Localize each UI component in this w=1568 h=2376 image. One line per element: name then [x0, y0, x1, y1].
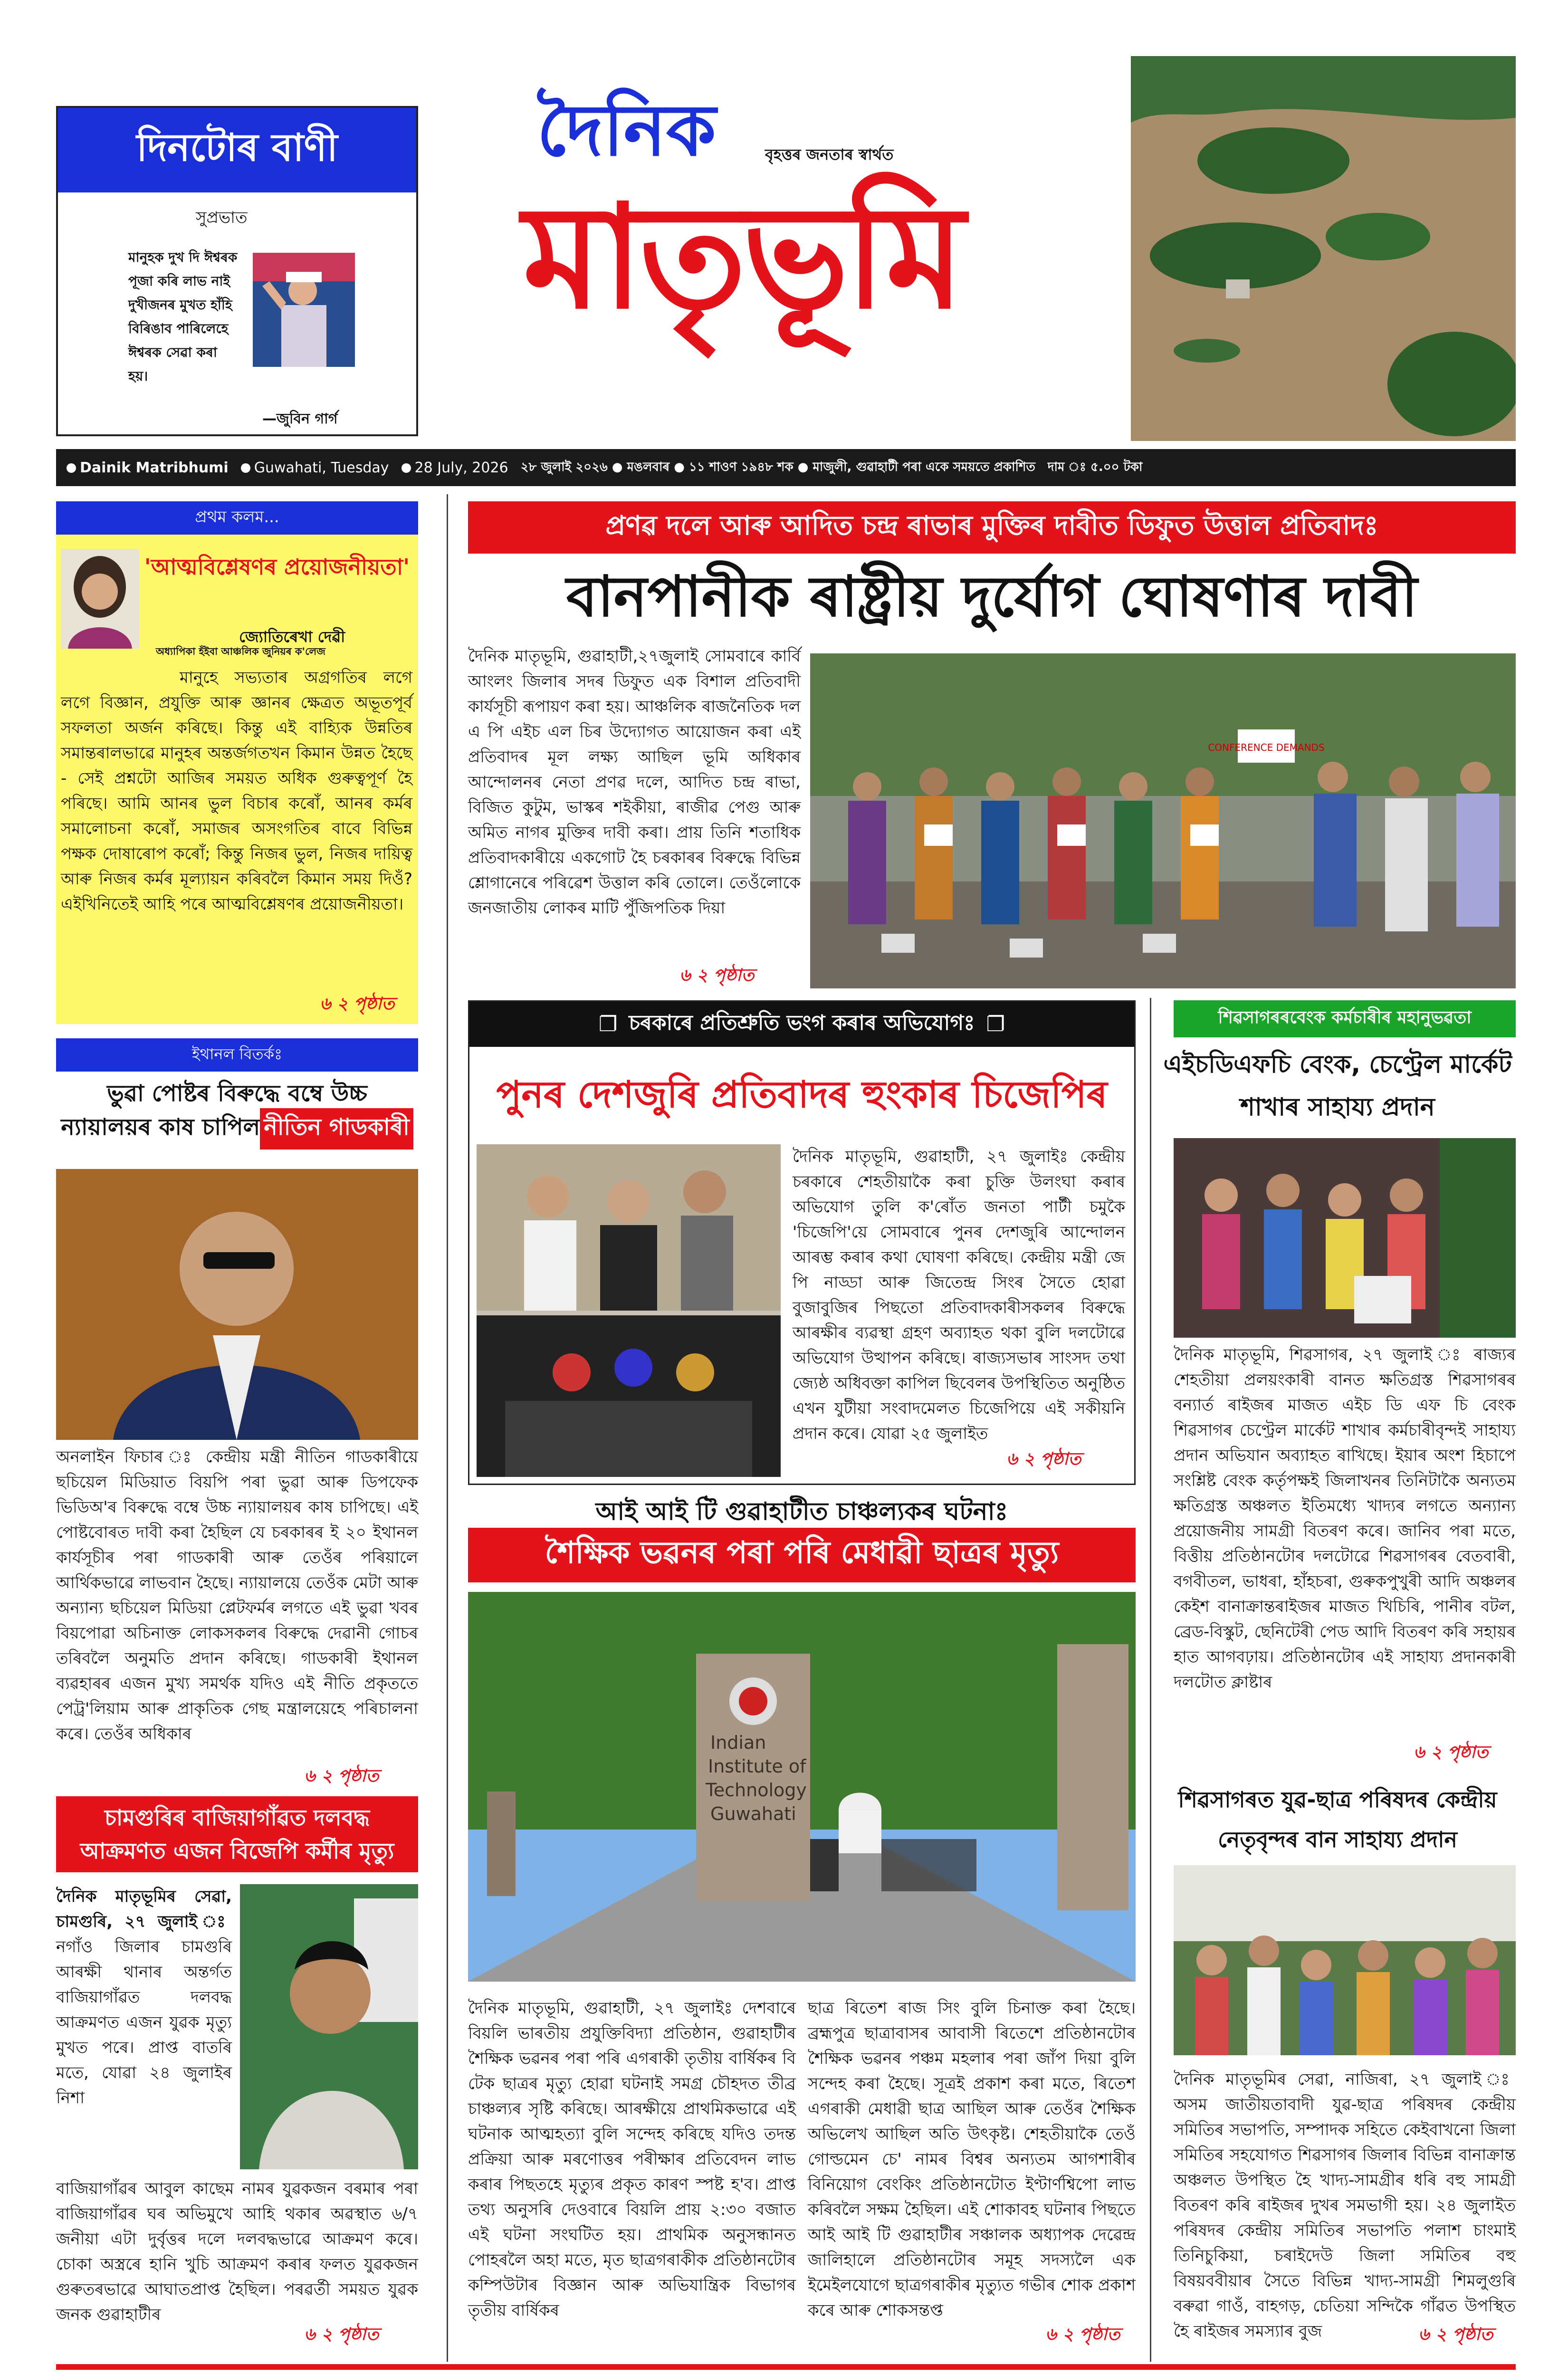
chamguri-body2: বাজিয়াগাঁৱৰ আবুল কাছেম নামৰ যুৱকজন বৰমাৰ পৰা বাজিয়াগাঁৱৰ ঘৰ অভিমুখে আহি থকাৰ অৱস্থাত ৬/৭ জনীয়া এটা দুৰ্বৃত্তৰ দলে দলবদ্ধভাৱে আক্ৰমণ কৰে। চোকা অস্ত্ৰৰে হানি খুচি আক্ৰমণ কৰাৰ ফলত যুৱকজন গুৰুতৰভাৱে আঘাতপ্ৰাপ্ত হৈছিল। পৰৱৰ্তী সময়ত যুৱক জনক গুৱাহাটীৰ	[56, 2179, 418, 2324]
protest-photo	[810, 653, 1516, 988]
iit-headline: শৈক্ষিক ভৱনৰ পৰা পৰি মেধাৱী ছাত্ৰৰ মৃত্যু	[468, 1528, 1136, 1582]
gadkari-body: অনলাইন ফিচাৰ ঃ কেন্দ্ৰীয় মন্ত্ৰী নীতিন গাডকাৰীয়ে ছচিয়েল মিডিয়াত বিয়পি পৰা ভুৱা আৰু ডিপফেক ভিডিঅ'ৰ বিৰুদ্ধে বম্বে উচ্চ ন্যায়ালয়ৰ কাষ চাপিছে। এই পোষ্টবোৰত দাবী কৰা হৈছিল যে চৰকাৰৰ ই ২০ ইথানল কাৰ্যসূচীৰ পৰা গাডকাৰী আৰু তেওঁৰ পৰিয়ালে আৰ্থিকভাৱে লাভবান হৈছে। ন্যায়ালয়ে তেওঁক মেটা আৰু অন্যান্য ছচিয়েল মিডিয়া প্লেটফৰ্মৰ লগতে এই ভুৱা খবৰ বিয়পোৱা অচিনাক্ত লোকসকলৰ বিৰুদ্ধে দেৱানী গোচৰ তৰিবলৈ অনুমতি প্ৰদান কৰিছে। গাডকাৰী ইথানল ব্যৱহাৰৰ এজন মুখ্য সমৰ্থক যদিও এই নীতি প্ৰকৃততে পেট্ৰ'লিয়াম আৰু প্ৰাকৃতিক গেছ মন্ত্ৰালয়েহে পৰিচালনা কৰে। তেওঁৰ অধিকাৰ	[56, 1447, 418, 1744]
column-label: প্ৰথম কলম...	[56, 501, 418, 535]
iit-gate-photo	[468, 1592, 1136, 1982]
column-rule-right	[1150, 998, 1151, 2362]
lead-headline: বানপানীক ৰাষ্ট্ৰীয় দুৰ্যোগ ঘোষণাৰ দাবী	[566, 564, 1418, 629]
chamguri-photo	[240, 1884, 418, 2169]
iit-cont[interactable]: ৬ ২ পৃষ্ঠাত	[1045, 2325, 1120, 2344]
bottom-rule	[56, 2364, 1516, 2370]
masthead-tagline: বৃহত্তৰ জনতাৰ স্বাৰ্থত	[765, 145, 894, 163]
masthead-small: দৈনিক	[537, 88, 716, 172]
flood-photo	[1131, 56, 1516, 441]
chamguri-lead-text: দৈনিক মাতৃভূমিৰ সেৱা, চামগুৰি, ২৭ জুলাই ঃ	[56, 1887, 232, 1931]
iit-col1: দৈনিক মাতৃভূমি, গুৱাহাটী, ২৭ জুলাইঃ দেশবাৰে বিয়লি ভাৰতীয় প্ৰযুক্তিবিদ্যা প্ৰতিষ্ঠান, গুৱাহাটীৰ শৈক্ষিক ভৱনৰ পৰা পৰি এগৰাকী তৃতীয় বাৰ্ষিকৰ বি টেক ছাত্ৰৰ মৃত্যু হোৱা ঘটনাই সমগ্ৰ চৌহদত তীব্ৰ চাঞ্চল্যৰ সৃষ্টি কৰিছে। আৰক্ষীয়ে প্ৰাথমিকভাৱে এই ঘটনাক আত্মহত্যা বুলি সন্দেহ কৰিছে যদিও তদন্ত প্ৰক্ৰিয়া আৰু মৰণোত্তৰ পৰীক্ষাৰ প্ৰতিবেদন লাভ কৰাৰ পিছতহে মৃত্যুৰ প্ৰকৃত কাৰণ স্পষ্ট হ'ব। প্ৰাপ্ত তথ্য অনুসৰি দেওবাৰে বিয়লি প্ৰায় ২:৩০ বজাত এই ঘটনা সংঘটিত হয়। প্ৰাথমিক অনুসন্ধানত পোহৰলৈ অহা মতে, মৃত ছাত্ৰগৰাকীক প্ৰতিষ্ঠানটোৰ কম্পিউটাৰ বিজ্ঞান আৰু অভিযান্ত্ৰিক বিভাগৰ তৃতীয় বাৰ্ষিকৰ	[468, 1999, 796, 2320]
cjp-photo	[477, 1144, 781, 1477]
cjp-kicker	[469, 1002, 1134, 1047]
iit-col2: ছাত্ৰ ৰিতেশ ৰাজ সিং বুলি চিনাক্ত কৰা হৈছে। ব্ৰহ্মপুত্ৰ ছাত্ৰাবাসৰ আবাসী ৰিতেশে প্ৰতিষ্ঠানটোৰ শৈক্ষিক ভৱনৰ পঞ্চম মহলাৰ পৰা জাঁপ দিয়া বুলি সন্দেহ কৰা হৈছে। সূত্ৰই প্ৰকাশ কৰা মতে, ৰিতেশ এগৰাকী মেধাৱী ছাত্ৰ আছিল আৰু তেওঁৰ শৈক্ষিক অভিলেখ আছিল অতি উৎকৃষ্ট। শেহতীয়াকৈ তেওঁ গোল্ডমেন চে' নামৰ বিশ্বৰ অন্যতম আগশাৰীৰ বিনিয়োগ বেংকিং প্ৰতিষ্ঠানটোত ইণ্টাৰ্ণশ্বিপো লাভ কৰিবলৈ সক্ষম হৈছিল। এই শোকাবহ ঘটনাৰ পিছতে আই আই টি গুৱাহাটীৰ সঞ্চালক অধ্যাপক দেৱেন্দ্ৰ জালিহালে প্ৰতিষ্ঠানটোৰ সমূহ সদস্যলৈ এক ইমেইলযোগে ছাত্ৰগৰাকীৰ মৃত্যুত গভীৰ শোক প্ৰকাশ কৰে আৰু শোকসন্তপ্ত	[808, 1999, 1136, 2320]
chamguri-lead	[56, 1884, 232, 2111]
lead-kicker: প্ৰণৱ দলে আৰু আদিত চন্দ্ৰ ৰাভাৰ মুক্তিৰ দাবীত ডিফুত উত্তাল প্ৰতিবাদঃ	[468, 501, 1516, 554]
column-body: মানুহে সভ্যতাৰ অগ্ৰগতিৰ লগে লগে বিজ্ঞান, প্ৰযুক্তি আৰু জ্ঞানৰ ক্ষেত্ৰত অভূতপূৰ্ব সফলতা অৰ্জন কৰিছে। কিন্তু এই বাহ্যিক উন্নতিৰ সমান্তৰালভাৱে মানুহৰ অন্তৰ্জগতখন কিমান উন্নত হৈছে - সেই প্ৰশ্নটো আজিৰ সময়ত অধিক গুৰুত্বপূৰ্ণ হৈ পৰিছে। আমি আনৰ ভুল বিচাৰ কৰোঁ, আনৰ কৰ্মৰ সমালোচনা কৰোঁ, সমাজৰ অসংগতিৰ বাবে বিভিন্ন পক্ষক দোষাৰোপ কৰোঁ; কিন্তু নিজৰ ভুল, নিজৰ দায়িত্ব আৰু নিজৰ কৰ্মৰ মূল্যায়ন কৰিবলৈ কিমান সময় দিওঁ? এইখিনিতেই আহি পৰে আত্মবিশ্লেষণৰ প্ৰয়োজনীয়তা।	[61, 668, 412, 914]
gadkari-photo	[56, 1169, 418, 1440]
column-rule-left	[447, 494, 448, 2362]
quote-title: দিনটোৰ বাণী	[58, 108, 416, 192]
iit-gate-line2: Institute of	[708, 1756, 806, 1777]
masthead-title: মাতৃভূমি	[523, 172, 961, 340]
yuva-cont[interactable]: ৬ ২ পৃষ্ঠাত	[1418, 2325, 1493, 2344]
yuva-photo	[1174, 1865, 1516, 2055]
gadkari-label: ইথানল বিতৰ্কঃ	[56, 1038, 418, 1072]
quote-text: মানুহক দুখ দি ঈশ্বৰক পূজা কৰি লাভ নাই দুখীজনৰ মুখত হাঁহি বিৰিঙাব পাৰিলেহে ঈশ্বৰক সেৱা কৰা হয়।	[128, 249, 238, 384]
iit-kicker: আই আই টি গুৱাহাটীত চাঞ্চল্যকৰ ঘটনাঃ	[595, 1497, 1008, 1526]
lead-body: দৈনিক মাতৃভূমি, গুৱাহাটী,২৭জুলাই সোমবাৰে কাৰ্বি আংলং জিলাৰ সদৰ ডিফুত এক বিশাল প্ৰতিবাদী কাৰ্যসূচী ৰূপায়ণ কৰা হয়। আঞ্চলিক ৰাজনৈতিক দল এ পি এইচ এল চিৰ উদ্যোগত আয়োজন কৰা এই প্ৰতিবাদৰ মূল লক্ষ্য আছিল ভূমি অধিকাৰ আন্দোলনৰ নেতা প্ৰণৱ দলে, আদিত চন্দ্ৰ ৰাভা, বিজিত কুটুম, ভাস্কৰ শইকীয়া, ৰাজীৱ পেগু আৰু অমিত নাগৰ মুক্তিৰ দাবী কৰা। প্ৰায় তিনি শতাধিক প্ৰতিবাদকাৰীয়ে একগোট হৈ চৰকাৰৰ বিৰুদ্ধে বিভিন্ন শ্লোগানেৰে পৰিৱেশ উত্তাল কৰি তোলে। তেওঁলোকে জনজাতীয় লোকৰ মাটি পুঁজিপতিক দিয়া	[468, 647, 801, 918]
iit-gate-line3: Technology	[706, 1780, 807, 1801]
iit-gate-line1: Indian	[710, 1732, 766, 1753]
protest-banner: CONFERENCE DEMANDS	[1208, 742, 1325, 753]
hdfc-body: দৈনিক মাতৃভূমি, শিৱসাগৰ, ২৭ জুলাই ঃ ৰাজ্যৰ শেহতীয়া প্ৰলয়ংকাৰী বানত ক্ষতিগ্ৰস্ত শিৱসাগৰৰ বন্যাৰ্ত ৰাইজৰ মাজত এইচ ডি এফ চি বেংক শিৱসাগৰ চেণ্ট্ৰেল মাৰ্কেট শাখাৰ কৰ্মচাৰীবৃন্দই সাহায্য প্ৰদান অভিযান অব্যাহত ৰাখিছে। ইয়াৰ অংশ হিচাপে সংশ্লিষ্ট বেংক কৰ্তৃপক্ষই জিলাখনৰ তিনিটাকৈ অন্যতম ক্ষতিগ্ৰস্ত অঞ্চলত ইতিমধ্যে খাদ্যৰ লগতে অন্যান্য প্ৰয়োজনীয় সামগ্ৰী বিতৰণ কৰে। জানিব পৰা মতে, বিত্তীয় প্ৰতিষ্ঠানটোৰ দলটোৱে শিৱসাগৰৰ বেতবাৰী, বগবীতল, ভাধৰা, হাঁহচৰা, গুৰুকপুখুৰী আদি অঞ্চলৰ কেইশ বানাক্ৰান্তৰাইজৰ মাজত খিচিৰি, পানীৰ বটল, ব্ৰেড-বিস্কুট, ছেনিটেৰী পেড আদি বিতৰণ কৰি সহায়ৰ হাত আগবঢ়ায়। প্ৰতিষ্ঠানটোৰ এই সাহায্য প্ৰদানকাৰী দলটোত ক্লাষ্টাৰ	[1174, 1345, 1516, 1692]
column-box	[56, 501, 418, 1024]
dateline-date: 28 July, 2026	[402, 460, 508, 476]
gadkari-name: নীতিন গাডকাৰী	[260, 1108, 413, 1150]
singer-photo	[253, 253, 355, 367]
cjp-body: দৈনিক মাতৃভূমি, গুৱাহাটী, ২৭ জুলাইঃ কেন্দ্ৰীয় চৰকাৰে শেহতীয়াকৈ কৰা চুক্তি উলংঘা কৰাৰ অভিযোগ তুলি ক'ৰোঁত জনতা পাৰ্টী চমুকৈ 'চিজেপি'য়ে সোমবাৰে পুনৰ দেশজুৰি আন্দোলন আৰম্ভ কৰাৰ কথা ঘোষণা কৰিছে। কেন্দ্ৰীয় মন্ত্ৰী জে পি নাড্ডা আৰু জিতেন্দ্ৰ সিংৰ সৈতে হোৱা বুজাবুজিৰ পিছতো প্ৰতিবাদকাৰীসকলৰ বিৰুদ্ধে আৰক্ষীৰ ব্যৱস্থা গ্ৰহণ অব্যাহত থকা বুলি দলটোৱে অভিযোগ উত্থাপন কৰিছে। ৰাজ্যসভাৰ সাংসদ তথা জ্যেষ্ঠ অধিবক্তা কাপিল ছিবেলৰ উপস্থিতিত অনুষ্ঠিত এখন যুটীয়া সংবাদমেলত চিজেপিয়ে এই সকীয়নি প্ৰদান কৰে। যোৱা ২৫ জুলাইত	[793, 1147, 1125, 1443]
yuva-headline: শিৱসাগৰত যুৱ-ছাত্ৰ পৰিষদৰ কেন্দ্ৰীয় নেতৃবৃন্দৰ বান সাহায্য প্ৰদান	[1178, 1787, 1497, 1852]
column-author-desc: অধ্যাপিকা হঁইবা আঞ্চলিক জুনিয়ৰ ক'লেজ	[156, 646, 325, 657]
cjp-kicker-left-icon: ❐	[598, 1012, 618, 1036]
cjp-box	[468, 1000, 1136, 1485]
hdfc-headline: এইচডিএফচি বেংক, চেণ্ট্ৰেল মাৰ্কেট শাখাৰ সাহায্য প্ৰদান	[1163, 1050, 1512, 1121]
chamguri-head: চামগুৰিৰ বাজিয়াগাঁৱত দলবদ্ধ আক্ৰমণত এজন বিজেপি কৰ্মীৰ মৃত্যু	[56, 1796, 418, 1872]
cjp-cont[interactable]: ৬ ২ পৃষ্ঠাত	[1006, 1449, 1081, 1469]
gadkari-head2-text: ন্যায়ালয়ৰ কাষ চাপিল	[61, 1113, 260, 1140]
dateline-price: দাম ঃ ৫.০০ টকা	[1047, 460, 1143, 474]
lead-cont[interactable]: ৬ ২ পৃষ্ঠাত	[679, 966, 755, 985]
dateline-assamese: ২৮ জুলাই ২০২৬ ● মঙলবাৰ ● ১১ শাওণ ১৯৪৮ শক ● মাজুলী, গুৱাহাটী পৰা একে সময়তে প্ৰকাশিত	[520, 460, 1035, 474]
column-author: জ্যোতিৰেখা দেৱী	[239, 628, 345, 646]
quote-greeting: সুপ্ৰভাত	[196, 208, 248, 227]
gadkari-head2	[56, 1110, 418, 1148]
cjp-headline: পুনৰ দেশজুৰি প্ৰতিবাদৰ হুংকাৰ চিজেপিৰ	[496, 1073, 1108, 1116]
column-title: 'আত্মবিশ্লেষণৰ প্ৰয়োজনীয়তা'	[144, 554, 410, 580]
cjp-kicker-right-icon: ❐	[986, 1012, 1005, 1036]
iit-gate-line4: Guwahati	[710, 1803, 796, 1824]
dateline-place: Guwahati, Tuesday	[241, 460, 389, 476]
quote-author: —জুবিন গাৰ্গ	[262, 411, 338, 427]
masthead	[513, 71, 1102, 442]
chamguri-body1: নগাঁও জিলাৰ চামগুৰি আৰক্ষী থানাৰ অন্তৰ্গত বাজিয়াগাঁৱত দলবদ্ধ আক্ৰমণত এজন যুৱক মৃত্যু মুখত পৰে। প্ৰাপ্ত বাতৰি মতে, যোৱা ২৪ জুলাইৰ নিশা	[56, 1937, 232, 2108]
hdfc-photo	[1174, 1138, 1516, 1338]
columnist-photo	[61, 549, 139, 649]
yuva-body: দৈনিক মাতৃভূমিৰ সেৱা, নাজিৰা, ২৭ জুলাই ঃ অসম জাতীয়তাবাদী যুৱ-ছাত্ৰ পৰিষদৰ কেন্দ্ৰীয় সমিতিৰ সভাপতি, সম্পাদক সহিতে কেইবাখনো জিলা সমিতিৰ সহযোগত শিৱসাগৰ জিলাৰ বিভিন্ন বানাক্ৰান্ত অঞ্চলত উপস্থিত হৈ খাদ্য-সামগ্ৰীৰ ধৰি বহু সামগ্ৰী বিতৰণ কৰি ৰাইজৰ দুখৰ সমভাগী হয়। ২৪ জুলাইত পৰিষদৰ কেন্দ্ৰীয় সমিতিৰ সভাপতি পলাশ চাংমাই তিনিচুকিয়া, চৰাইদেউ জিলা সমিতিৰ বহু বিষয়ববীয়াৰ সৈতে বিভিন্ন খাদ্য-সামগ্ৰী শিমলুগুৰি বৰুৱা গাওঁ, বাহগড়, চেতিয়া সন্দিকৈ গাঁৱত উপস্থিত হৈ ৰাইজৰ সমস্যাৰ বুজ	[1174, 2070, 1516, 2341]
hdfc-label: শিৱসাগৰৰবেংক কৰ্মচাৰীৰ মহানুভৱতা	[1174, 1000, 1516, 1037]
dateline-bar	[56, 449, 1516, 486]
hdfc-cont[interactable]: ৬ ২ পৃষ্ঠাত	[1414, 1743, 1489, 1762]
quote-box	[56, 106, 418, 436]
gadkari-cont[interactable]: ৬ ২ পৃষ্ঠাত	[304, 1766, 379, 1786]
cjp-kicker-text: চৰকাৰে প্ৰতিশ্ৰুতি ভংগ কৰাৰ অভিযোগঃ	[629, 1011, 975, 1035]
gadkari-head1: ভুৱা পোষ্টৰ বিৰুদ্ধে বম্বে উচ্চ	[107, 1080, 367, 1107]
column-cont[interactable]: ৬ ২ পৃষ্ঠাত	[320, 994, 395, 1014]
dateline-paper: Dainik Matribhumi	[67, 460, 229, 476]
chamguri-cont[interactable]: ৬ ২ পৃষ্ঠাত	[304, 2325, 379, 2344]
